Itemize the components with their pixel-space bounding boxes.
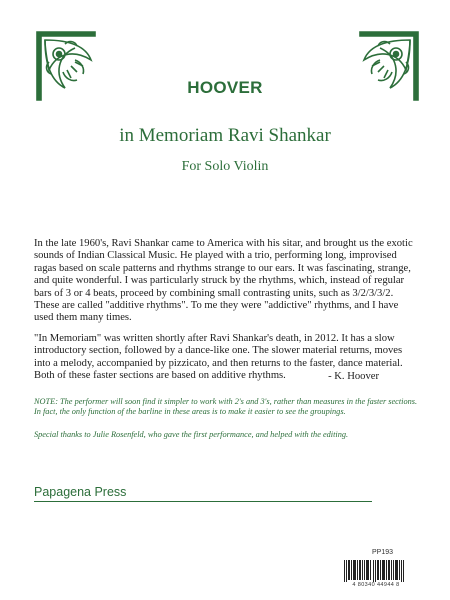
performance-note: NOTE: The performer will soon find it simpler to work with 2's and 3's, rather than measures in the faster sections. In fact, the only function of the barline in these areas is to make it easier to see the groupings.: [34, 397, 418, 416]
barcode-icon: [344, 560, 406, 582]
publisher-name: Papagena Press: [34, 485, 127, 499]
piece-title: in Memoriam Ravi Shankar: [119, 125, 331, 146]
publisher-rule: [34, 501, 372, 502]
instrumentation: For Solo Violin: [181, 159, 269, 174]
program-note-paragraph-1: In the late 1960's, Ravi Shankar came to America with his sitar, and brought us the exotic sounds of Indian Classical Music. He played with a trio, performing long, improvised ragas based on scale patterns and rhythms strange to our ears. It was fascinating, strange, and quite wonderful. I was particularly struck by the rhythms, which, instead of regular bars of 3 or 4 beats, proceed by combining small contrasting units, such as 3/2/3/3/2. These are called "additive rhythms". To me they were "addictive" rhythms, and I have used them many times.: [34, 238, 413, 324]
catalog-number: PP193: [372, 549, 394, 556]
paragraph-2-text: "In Memoriam" was written shortly after Ravi Shankar's death, in 2012. It has a slow introductory section, followed by a dance-like one. The slower material returns, moves into a melody, accompanied by pizzicato, and then returns to the faster, dance material. Both of these faster sections are based on additive rhythms.: [34, 333, 403, 382]
barcode-number: 4 80340 44944 8: [352, 582, 400, 588]
signature: - K. Hoover: [328, 370, 379, 382]
program-note-paragraph-2: [34, 333, 419, 383]
acknowledgement: Special thanks to Julie Rosenfeld, who gave the first performance, and helped with the editing.: [34, 430, 349, 439]
composer-name: HOOVER: [187, 78, 263, 97]
